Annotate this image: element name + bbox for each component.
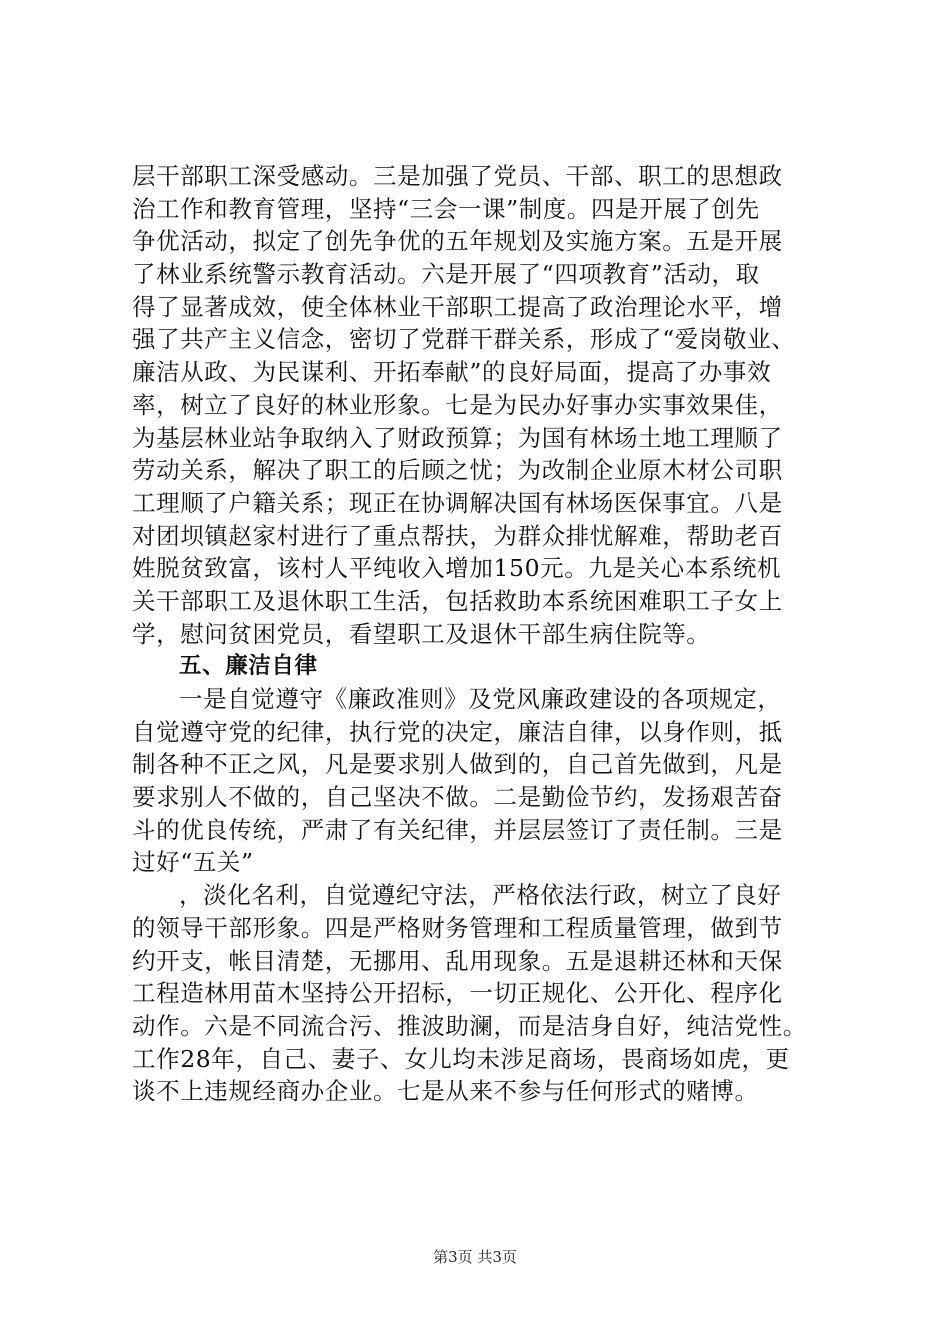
- text-line: 动作。六是不同流合污、推波助澜，而是洁身自好，纯洁党性。: [132, 1011, 807, 1040]
- text-line: 廉洁从政、为民谋利、开拓奉献”的良好局面，提高了办事效: [132, 358, 772, 387]
- document-body: [132, 160, 832, 1108]
- text-line: 的领导干部形象。四是严格财务管理和工程质量管理，做到节: [132, 913, 783, 942]
- text-line: 工程造林用苗木坚持公开招标，一切正规化、公开化、程序化: [132, 979, 783, 1008]
- text-line: 制各种不正之风，凡是要求别人做到的，自己首先做到，凡是: [132, 750, 783, 779]
- text-line: 争优活动，拟定了创先争优的五年规划及实施方案。五是开展: [132, 227, 783, 256]
- text-line: 率，树立了良好的林业形象。七是为民办好事办实事效果佳，: [132, 390, 783, 419]
- text-line: 治工作和教育管理，坚持“三会一课”制度。四是开展了创先: [132, 194, 760, 223]
- text-line: 要求别人不做的，自己坚决不做。二是勤俭节约，发扬艰苦奋: [132, 783, 783, 812]
- text-line: 层干部职工深受感动。三是加强了党员、干部、职工的思想政: [132, 162, 783, 190]
- section-heading: 五、廉洁自律: [179, 653, 318, 680]
- text-line: 学，慰问贫困党员，看望职工及退休干部生病住院等。: [132, 619, 711, 648]
- paragraph-2: [132, 683, 832, 879]
- text-line: 得了显著成效，使全体林业干部职工提高了政治理论水平，增: [132, 292, 783, 321]
- text-line: 劳动关系，解决了职工的后顾之忧；为改制企业原木材公司职: [132, 456, 783, 485]
- text-line: 姓脱贫致富，该村人平纯收入增加150元。九是关心本系统机: [132, 554, 782, 583]
- text-line: 自觉遵守党的纪律，执行党的决定，廉洁自律，以身作则，抵: [132, 717, 783, 746]
- paragraph-3: [132, 879, 832, 1108]
- page-footer: 第3页 共3页: [433, 1248, 517, 1266]
- text-line: 对团坝镇赵家村进行了重点帮扶，为群众排忧解难，帮助老百: [132, 521, 783, 550]
- paragraph-1: [132, 160, 832, 650]
- text-line: 谈不上违规经商办企业。七是从来不参与任何形式的赌博。: [132, 1077, 759, 1106]
- text-line: 工理顺了户籍关系；现正在协调解决国有林场医保事宜。八是: [132, 488, 783, 517]
- text-line: 约开支，帐目清楚，无挪用、乱用现象。五是退耕还林和天保: [132, 946, 783, 975]
- text-line: 关干部职工及退休职工生活，包括救助本系统困难职工子女上: [132, 586, 783, 615]
- text-line: 斗的优良传统，严肃了有关纪律，并层层签订了责任制。三是: [132, 815, 783, 844]
- text-line: 强了共产主义信念，密切了党群干群关系，形成了“爱岗敬业、: [132, 325, 796, 354]
- text-line: 一是自觉遵守《廉政准则》及党风廉政建设的各项规定，: [179, 685, 782, 713]
- text-line: 为基层林业站争取纳入了财政预算；为国有林场土地工理顺了: [132, 423, 783, 452]
- text-line: ，淡化名利，自觉遵纪守法，严格依法行政，树立了良好: [179, 881, 782, 910]
- text-line: 了林业系统警示教育活动。六是开展了“四项教育”活动，取: [132, 260, 760, 289]
- text-line: 工作28年，自己、妻子、女儿均未涉足商场，畏商场如虎，更: [132, 1044, 790, 1073]
- text-line: 过好“五关”: [132, 848, 254, 877]
